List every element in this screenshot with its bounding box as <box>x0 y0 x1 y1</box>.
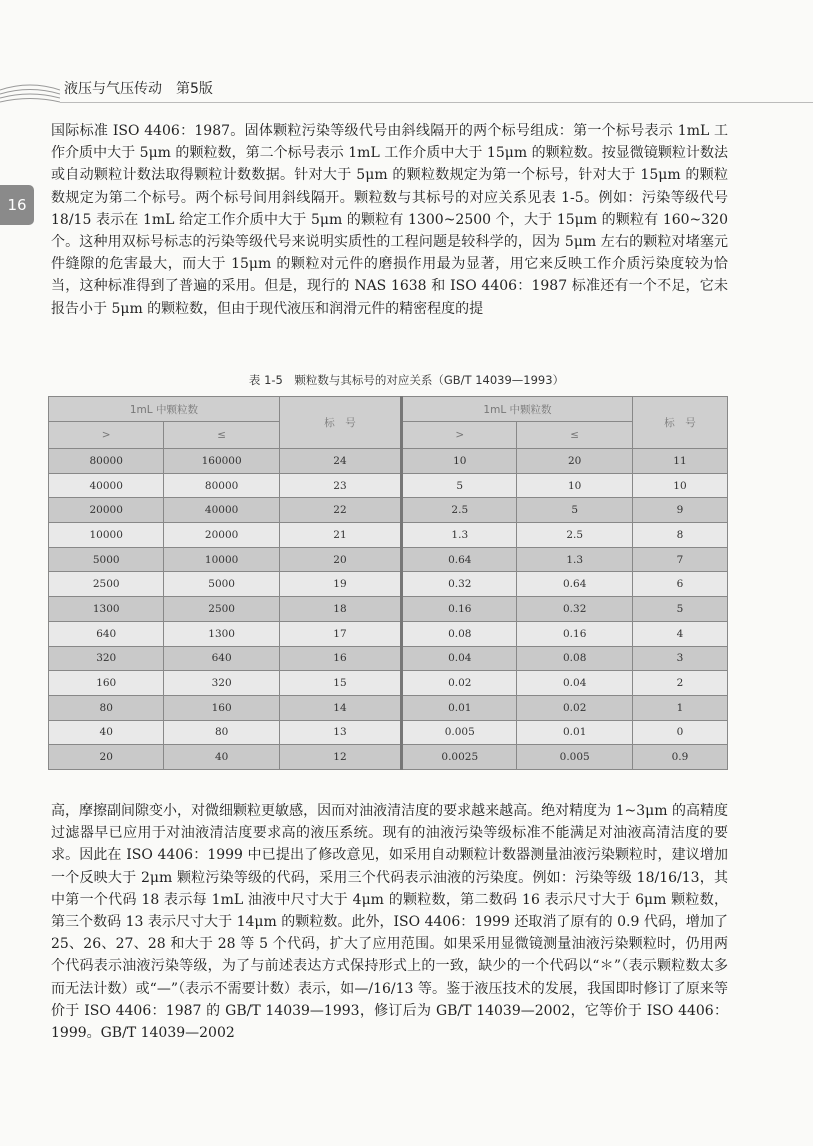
table-cell: 80 <box>164 720 279 745</box>
paragraph-bottom: 高，摩擦副间隙变小，对微细颗粒更敏感，因而对油液清洁度的要求越来越高。绝对精度为 1~3μm 的高精度过滤器早已应用于对油液清洁度要求高的液压系统。现有的油液污染等级标准不能满足对油液高清洁度的要求。因此在 ISO 4406：1999 中已提出了修改意见，如采用自动颗粒计数器测量油液污染颗粒时，建议增加一个反映大于 2μm 颗粒污染等级的代码，采用三个代码表示油液的污染度。例如：污染等级 18/16/13，其中第一个代码 18 表示每 1mL 油液中尺寸大于 4μm 的颗粒数，第二数码 16 表示尺寸大于 6μm 颗粒数，第三个数码 13 表示尺寸大于 14μm 的颗粒数。此外，ISO 4406：1999 还取消了原有的 0.9 代码，增加了 25、26、27、28 和大于 28 等 5 个代码，扩大了应用范围。如果采用显微镜测量油液污染颗粒时，仍用两个代码表示油液污染等级，为了与前述表达方式保持形式上的一致，缺少的一个代码以“＊”（表示颗粒数太多而无法计数）或“—”（表示不需要计数）表示，如—/16/13 等。鉴于液压技术的发展，我国即时修订了原来等价于 ISO 4406：1987 的 GB/T 14039—1993，修订后为 GB/T 14039—2002，它等价于 ISO 4406：1999。GB/T 14039—2002 <box>51 803 728 1042</box>
table-cell: 11 <box>632 449 727 474</box>
table-cell: 2500 <box>164 597 279 622</box>
table-cell: 0.9 <box>632 745 727 770</box>
table-cell: 10000 <box>164 547 279 572</box>
table-row <box>49 597 728 622</box>
table-cell: 160 <box>49 671 164 696</box>
table-cell: 0.0025 <box>402 745 517 770</box>
book-title: 液压与气压传动 第5版 <box>64 81 213 97</box>
table-cell: 20 <box>49 745 164 770</box>
table-cell: 2.5 <box>402 498 517 523</box>
table-cell: 24 <box>279 449 401 474</box>
table-cell: 0.32 <box>517 597 632 622</box>
table-cell: 0.02 <box>402 671 517 696</box>
table-cell: 1.3 <box>517 547 632 572</box>
header-rule <box>60 102 813 103</box>
table-cell: 40000 <box>49 473 164 498</box>
table-body <box>49 449 728 770</box>
table-cell: 1.3 <box>402 523 517 548</box>
table-cell: 1 <box>632 695 727 720</box>
table-cell: 10 <box>402 449 517 474</box>
table-cell: 20000 <box>164 523 279 548</box>
table-cell: 23 <box>279 473 401 498</box>
table-cell: 16 <box>279 646 401 671</box>
table-cell: 0.16 <box>517 621 632 646</box>
table-row <box>49 720 728 745</box>
table-cell: 12 <box>279 745 401 770</box>
table-cell: 80000 <box>49 449 164 474</box>
table-row <box>49 547 728 572</box>
table-cell: 2 <box>632 671 727 696</box>
gt-header-right: > <box>402 422 517 449</box>
table-cell: 0.01 <box>402 695 517 720</box>
table-cell: 10 <box>517 473 632 498</box>
table-cell: 80000 <box>164 473 279 498</box>
table-cell: 5 <box>632 597 727 622</box>
table-cell: 5000 <box>164 572 279 597</box>
table-row <box>49 621 728 646</box>
table-cell: 17 <box>279 621 401 646</box>
table-cell: 0.08 <box>517 646 632 671</box>
le-header-right: ≤ <box>517 422 632 449</box>
table-cell: 0.64 <box>402 547 517 572</box>
page-header <box>0 70 813 110</box>
table-cell: 80 <box>49 695 164 720</box>
le-header-left: ≤ <box>164 422 279 449</box>
table-cell: 1300 <box>164 621 279 646</box>
table-cell: 2.5 <box>517 523 632 548</box>
page-number: 16 <box>0 185 34 225</box>
table-cell: 18 <box>279 597 401 622</box>
table-cell: 0.02 <box>517 695 632 720</box>
group-header-right: 1mL 中颗粒数 <box>402 397 633 422</box>
table-cell: 10 <box>632 473 727 498</box>
table-cell: 1300 <box>49 597 164 622</box>
table-cell: 0.64 <box>517 572 632 597</box>
table-cell: 20 <box>517 449 632 474</box>
table-cell: 0.005 <box>402 720 517 745</box>
table-row <box>49 745 728 770</box>
table-cell: 40000 <box>164 498 279 523</box>
code-header-right: 标 号 <box>632 397 727 449</box>
table-row <box>49 473 728 498</box>
table-cell: 0.32 <box>402 572 517 597</box>
table-cell: 5000 <box>49 547 164 572</box>
table-cell: 320 <box>49 646 164 671</box>
table-cell: 40 <box>164 745 279 770</box>
table-cell: 21 <box>279 523 401 548</box>
table-cell: 22 <box>279 498 401 523</box>
table-cell: 8 <box>632 523 727 548</box>
table-cell: 40 <box>49 720 164 745</box>
table-row <box>49 572 728 597</box>
table-cell: 9 <box>632 498 727 523</box>
table-row <box>49 498 728 523</box>
table-caption: 表 1-5 颗粒数与其标号的对应关系（GB/T 14039—1993） <box>248 373 565 387</box>
paragraph-top: 国际标准 ISO 4406：1987。固体颗粒污染等级代号由斜线隔开的两个标号组成：第一个标号表示 1mL 工作介质中大于 5μm 的颗粒数，第二个标号表示 1mL 工作介质中大于 15μm 的颗粒数。按显微镜颗粒计数法或自动颗粒计数法取得颗粒计数数据。针对大于 5μm 的颗粒数规定为第一个标号，针对大于 15μm 的颗粒数规定为第二个标号。两个标号间用斜线隔开。颗粒数与其标号的对应关系见表 1-5。例如：污染等级代号 18/15 表示在 1mL 给定工作介质中大于 5μm 的颗粒有 1300~2500 个，大于 15μm 的颗粒有 160~320 个。这种用双标号标志的污染等级代号来说明实质性的工程问题是较科学的，因为 5μm 左右的颗粒对堵塞元件缝隙的危害最大，而大于 15μm 的颗粒对元件的磨损作用最为显著，用它来反映工作介质污染度较为恰当，这种标准得到了普遍的采用。但是，现行的 NAS 1638 和 ISO 4406：1987 标准还有一个不足，它未报告小于 5μm 的颗粒数，但由于现代液压和润滑元件的精密程度的提 <box>51 123 728 317</box>
gt-header-left: > <box>49 422 164 449</box>
table-row <box>49 671 728 696</box>
table-cell: 10000 <box>49 523 164 548</box>
table-cell: 19 <box>279 572 401 597</box>
table-cell: 7 <box>632 547 727 572</box>
particle-count-table <box>48 396 728 770</box>
table-cell: 0.01 <box>517 720 632 745</box>
table-cell: 6 <box>632 572 727 597</box>
table-cell: 0 <box>632 720 727 745</box>
table-cell: 4 <box>632 621 727 646</box>
table-cell: 13 <box>279 720 401 745</box>
table-cell: 160 <box>164 695 279 720</box>
header-decoration <box>0 76 60 106</box>
table-cell: 160000 <box>164 449 279 474</box>
table-cell: 0.08 <box>402 621 517 646</box>
table-cell: 0.04 <box>517 671 632 696</box>
table-cell: 14 <box>279 695 401 720</box>
table-cell: 640 <box>164 646 279 671</box>
table-row <box>49 646 728 671</box>
table-cell: 0.16 <box>402 597 517 622</box>
table-cell: 3 <box>632 646 727 671</box>
table-cell: 2500 <box>49 572 164 597</box>
table-cell: 20 <box>279 547 401 572</box>
table-cell: 20000 <box>49 498 164 523</box>
table-cell: 320 <box>164 671 279 696</box>
table-row <box>49 523 728 548</box>
table-cell: 640 <box>49 621 164 646</box>
table-cell: 5 <box>402 473 517 498</box>
table-row <box>49 695 728 720</box>
table-cell: 15 <box>279 671 401 696</box>
group-header-left: 1mL 中颗粒数 <box>49 397 280 422</box>
table-cell: 5 <box>517 498 632 523</box>
code-header-left: 标 号 <box>279 397 401 449</box>
table-row <box>49 449 728 474</box>
table-cell: 0.005 <box>517 745 632 770</box>
table-cell: 0.04 <box>402 646 517 671</box>
